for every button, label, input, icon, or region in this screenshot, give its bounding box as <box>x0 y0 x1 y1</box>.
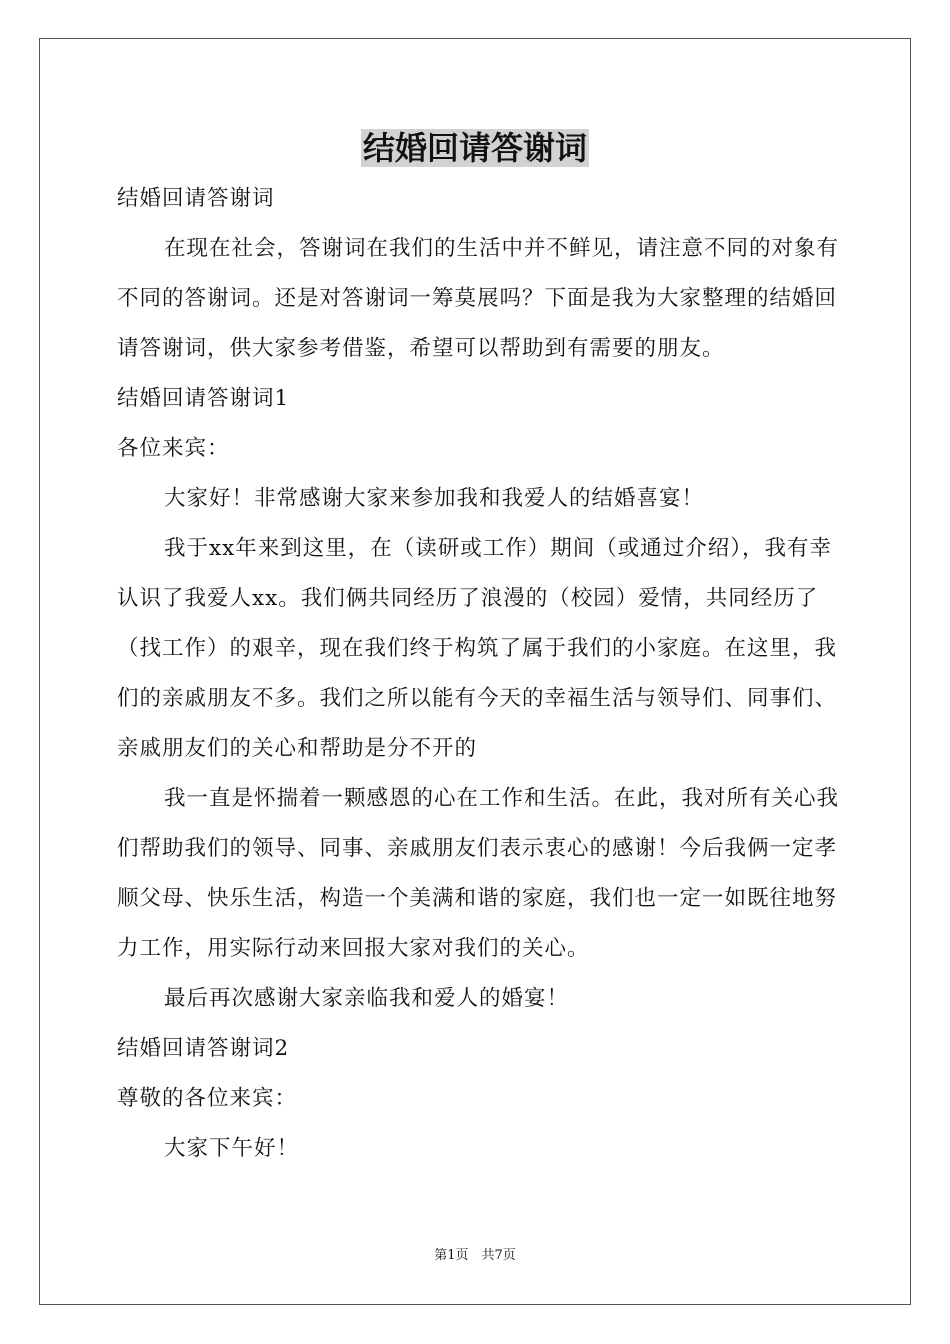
paragraph: 最后再次感谢大家亲临我和爱人的婚宴！ <box>164 986 570 1011</box>
page-footer <box>0 1246 950 1266</box>
document-body <box>117 174 847 1174</box>
page-number: 第1页 共7页 <box>434 1248 516 1263</box>
paragraph: 大家下午好！ <box>164 1136 300 1161</box>
document-title-text: 结婚回请答谢词 <box>362 129 587 167</box>
section-heading: 结婚回请答谢词1 <box>117 386 290 411</box>
paragraph: 在现在社会，答谢词在我们的生活中并不鲜见，请注意不同的对象有不同的答谢词。还是对答谢词一筹莫展吗？下面是我为大家整理的结婚回请答谢词，供大家参考借鉴，希望可以帮助到有需要的朋友。 <box>117 236 840 361</box>
salutation: 各位来宾： <box>117 436 230 461</box>
paragraph: 我一直是怀揣着一颗感恩的心在工作和生活。在此，我对所有关心我们帮助我们的领导、同事、亲戚朋友们表示衷心的感谢！今后我俩一定孝顺父母、快乐生活，构造一个美满和谐的家庭，我们也一定一如既往地努力工作，用实际行动来回报大家对我们的关心。 <box>117 786 840 961</box>
paragraph: 结婚回请答谢词 <box>117 186 275 211</box>
paragraph: 我于xx年来到这里，在（读研或工作）期间（或通过介绍），我有幸认识了我爱人xx。我们俩共同经历了浪漫的（校园）爱情，共同经历了（找工作）的艰辛，现在我们终于构筑了属于我们的小家庭。在这里，我们的亲戚朋友不多。我们之所以能有今天的幸福生活与领导们、同事们、亲戚朋友们的关心和帮助是分不开的 <box>117 536 838 761</box>
section-heading: 结婚回请答谢词2 <box>117 1036 290 1061</box>
paragraph: 大家好！非常感谢大家来参加我和我爱人的结婚喜宴！ <box>164 486 705 511</box>
salutation: 尊敬的各位来宾： <box>117 1086 298 1111</box>
document-title <box>0 124 950 172</box>
